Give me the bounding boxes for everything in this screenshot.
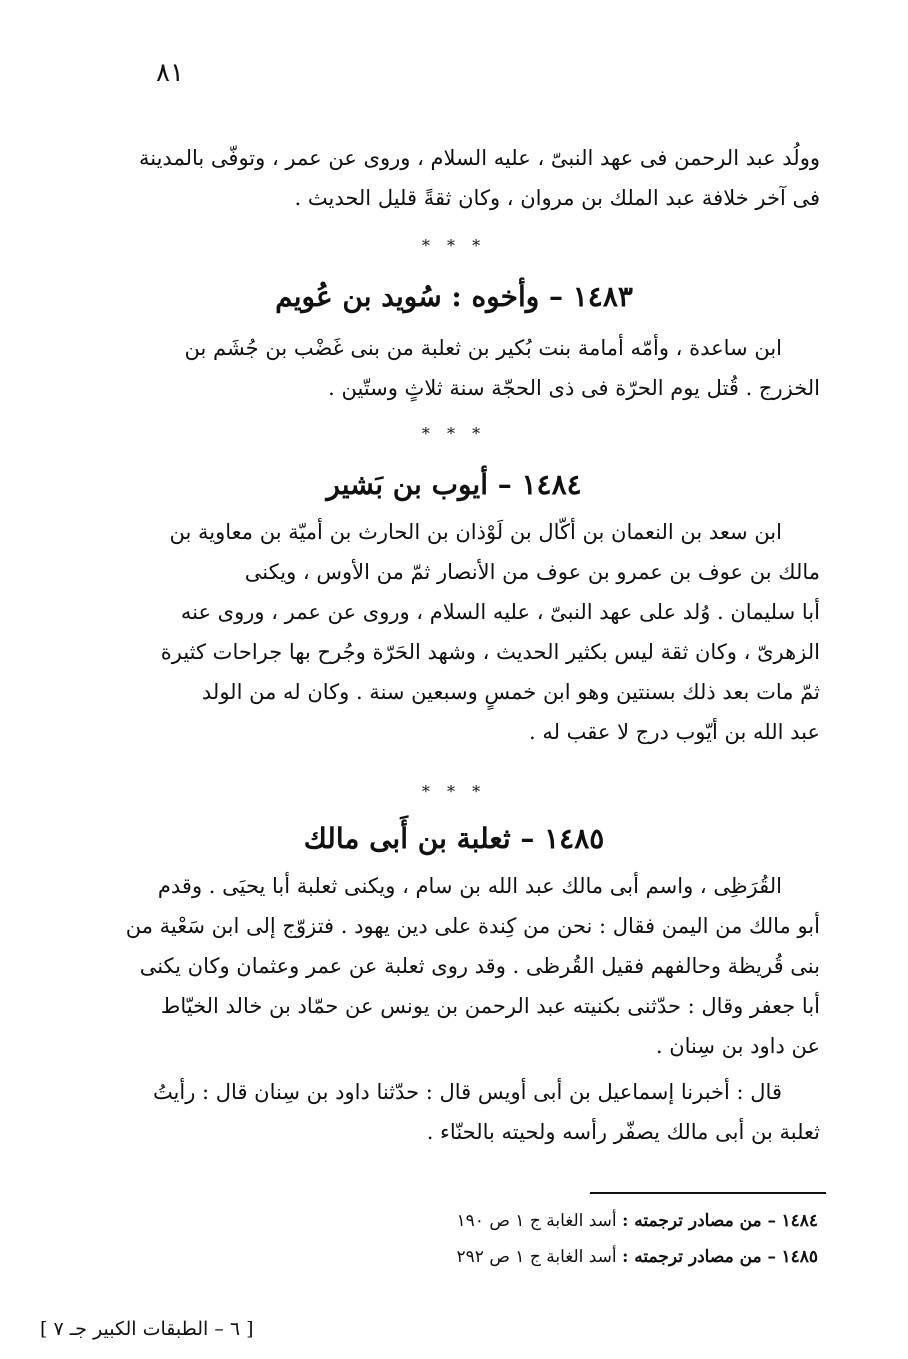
printer-signature: [ ٦ – الطبقات الكبير جـ ٧ ]	[40, 1318, 254, 1340]
text-line: قال : أخبرنا إسماعيل بن أبى أويس قال : حدّثنا داود بن سِنان قال : رأيتُ	[152, 1080, 782, 1104]
text-line: ابن ساعدة ، وأمّه أمامة بنت بُكير بن ثعلبة من بنى غَضْب بن جُشَم بن	[184, 336, 782, 360]
text-line: ابن سعد بن النعمان بن أكّال بن لَوْذان بن الحارث بن أميّة بن معاوية بن	[169, 520, 782, 544]
footnote-number: ١٤٨٤	[781, 1211, 818, 1231]
text-line: وولُد عبد الرحمن فى عهد النبىّ ، عليه السلام ، وروى عن عمر ، وتوفّى بالمدينة	[138, 146, 820, 170]
text-line: ثعلبة بن أبى مالك يصفّر رأسه ولحيته بالحنّاء .	[426, 1120, 820, 1144]
text-line: القُرَظِى ، واسم أبى مالك عبد الله بن سام ، ويكنى ثعلبة أبا يحيَى . وقدم	[157, 874, 782, 898]
section-separator: * * *	[421, 782, 487, 801]
text-line: عن داود بن سِنان .	[655, 1034, 820, 1058]
page-number: ٨١	[156, 58, 184, 88]
footnote-label: – من مصادر ترجمته :	[622, 1211, 777, 1231]
text-line: عبد الله بن أيّوب درج لا عقب له .	[529, 720, 820, 744]
section-separator: * * *	[421, 424, 487, 443]
section-separator: * * *	[421, 236, 487, 255]
footnote-divider	[590, 1192, 826, 1194]
intro-paragraph	[120, 138, 820, 218]
entry-title-1485: ١٤٨٥ – ثعلبة بن أَبى مالك	[303, 822, 605, 855]
entry-body-1485	[120, 866, 820, 1152]
text-line: فى آخر خلافة عبد الملك بن مروان ، وكان ثقةً قليل الحديث .	[294, 186, 820, 210]
footnote-text: أسد الغابة ج ١ ص ١٩٠	[456, 1211, 617, 1231]
text-line: مالك بن عوف بن عمرو بن عوف من الأنصار ثمّ من الأوس ، ويكنى	[244, 560, 820, 584]
entry-title-1484: ١٤٨٤ – أيوب بن بَشير	[326, 468, 582, 501]
text-line: ثمّ مات بعد ذلك بسنتين وهو ابن خمسٍ وسبعين سنة . وكان له من الولد	[201, 680, 820, 704]
text-line: الخزرج . قُتل يوم الحرّة فى ذى الحجّة سنة ثلاثٍ وستّين .	[328, 376, 820, 400]
entry-body-1483	[120, 328, 820, 408]
text-line: أبا سليمان . وُلد على عهد النبىّ ، عليه السلام ، وروى عن عمر ، وروى عنه	[180, 600, 820, 624]
text-line: بنى قُريظة وحالفهم فقيل القُرظى . وقد روى ثعلبة عن عمر وعثمان وكان يكنى	[139, 954, 820, 978]
text-line: أبو مالك من اليمن فقال : نحن من كِندة على دين يهود . فتزوّج إلى ابن سَعْية من	[125, 914, 820, 938]
footnote-text: أسد الغابة ج ١ ص ٢٩٢	[456, 1247, 617, 1267]
text-line: الزهرىّ ، وكان ثقة ليس بكثير الحديث ، وشهد الحَرّة وجُرح بها جراحات كثيرة	[160, 640, 820, 664]
footnote-label: – من مصادر ترجمته :	[622, 1247, 777, 1267]
text-line: أبا جعفر وقال : حدّثنى بكنيته عبد الرحمن بن يونس عن حمّاد بن خالد الخيّاط	[160, 994, 820, 1018]
footnote-1485	[457, 1244, 818, 1270]
footnote-number: ١٤٨٥	[781, 1247, 818, 1267]
footnote-1484	[457, 1208, 818, 1234]
entry-title-1483: ١٤٨٣ – وأخوه : سُويد بن عُويم	[275, 280, 633, 313]
entry-body-1484	[120, 512, 820, 752]
